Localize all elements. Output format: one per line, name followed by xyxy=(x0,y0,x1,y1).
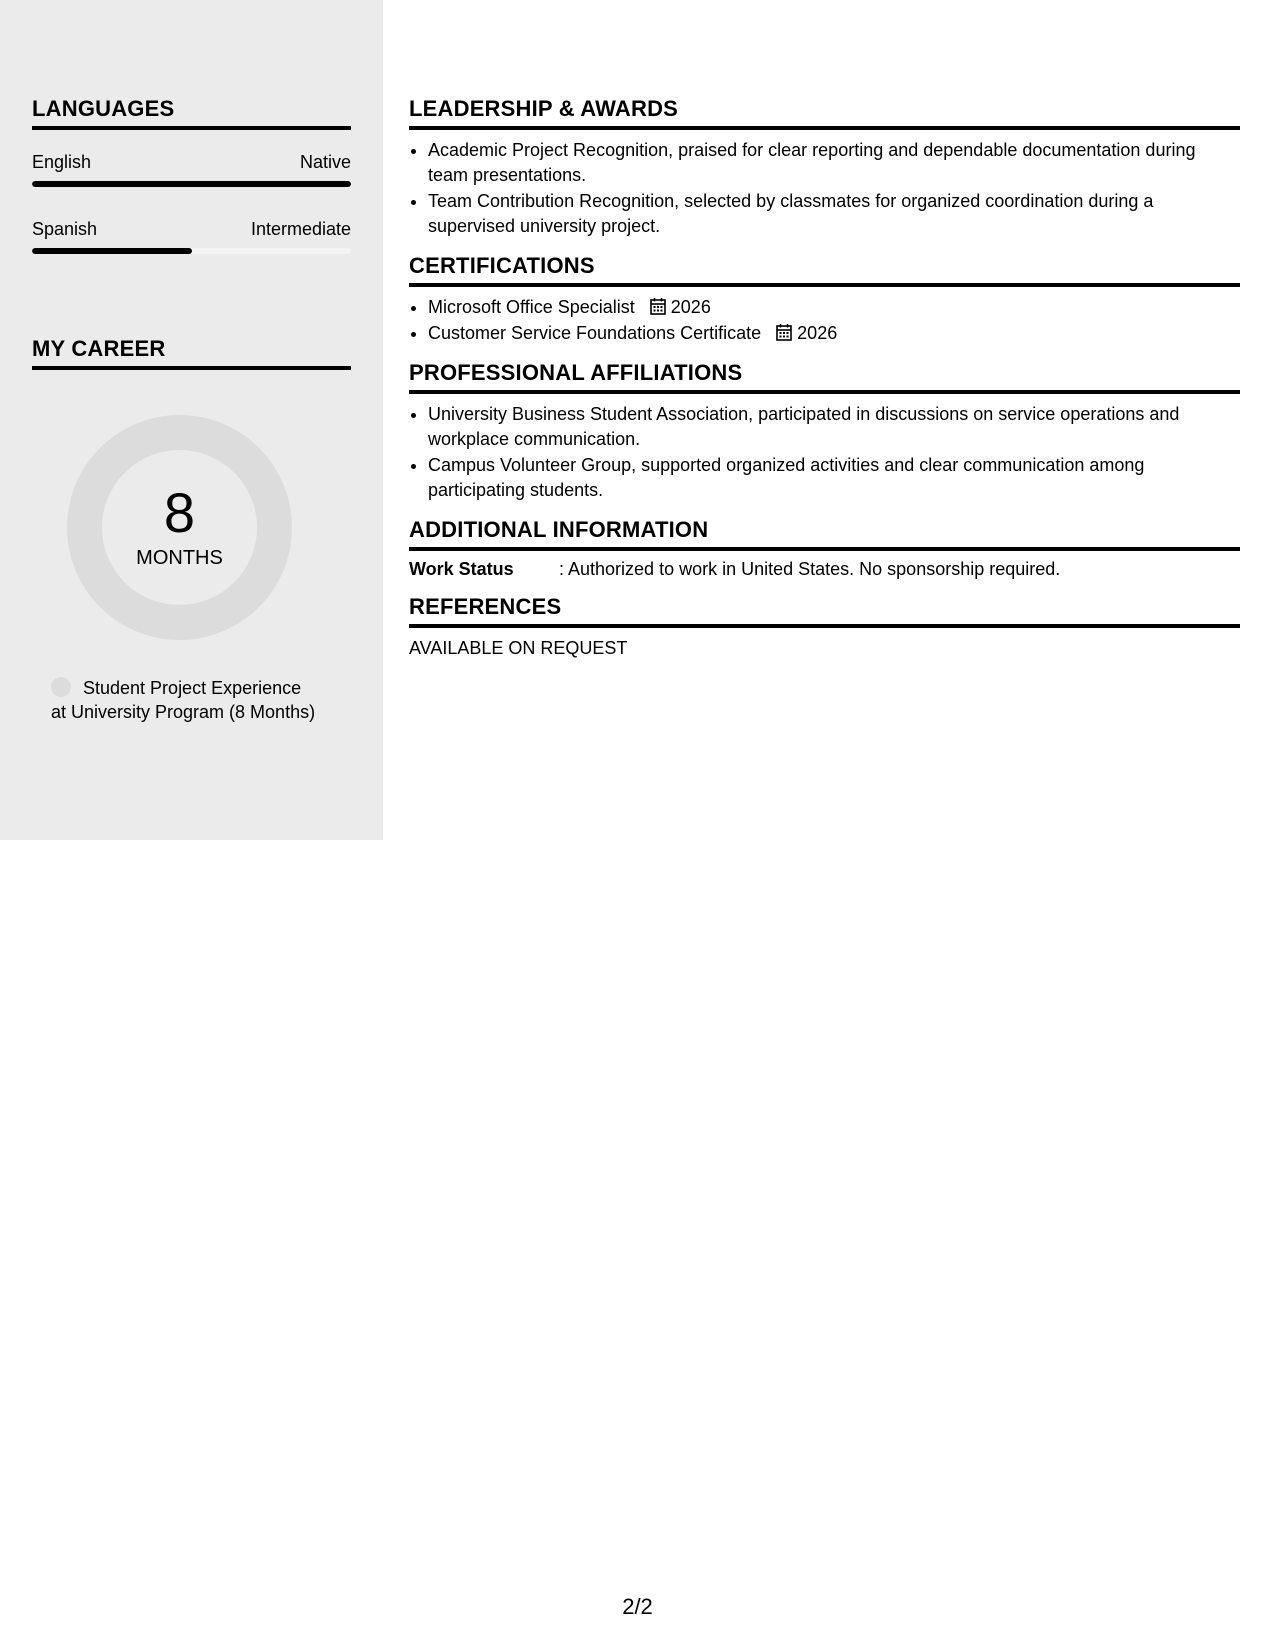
language-proficiency-bar xyxy=(32,248,351,254)
career-entry xyxy=(51,676,321,724)
career-legend-dot xyxy=(51,677,71,697)
language-level: Native xyxy=(299,152,351,172)
affiliations-heading: PROFESSIONAL AFFILIATIONS xyxy=(409,360,1240,394)
leadership-list xyxy=(409,138,1240,239)
affiliations-section xyxy=(409,360,1240,503)
career-donut-chart xyxy=(67,415,292,640)
leadership-section xyxy=(409,96,1240,239)
languages-section xyxy=(32,96,351,254)
calendar-icon xyxy=(650,297,666,315)
work-status-row xyxy=(409,559,1240,580)
certification-date xyxy=(650,297,711,317)
certifications-list xyxy=(409,295,1240,346)
list-item: • Academic Project Recognition, praised for clear reporting and dependable documentation during team presentations. xyxy=(428,138,1240,188)
career-section xyxy=(32,336,351,370)
additional-info-heading: ADDITIONAL INFORMATION xyxy=(409,517,1240,551)
certification-date xyxy=(776,323,837,343)
language-level: Intermediate xyxy=(250,219,351,239)
certification-name: Microsoft Office Specialist xyxy=(428,297,635,317)
language-row-spanish xyxy=(32,219,351,240)
references-text: AVAILABLE ON REQUEST xyxy=(409,638,628,658)
language-row-english xyxy=(32,152,351,173)
language-proficiency-fill xyxy=(32,248,192,254)
work-status-value: : Authorized to work in United States. No sponsorship required. xyxy=(559,559,1061,579)
career-total-unit: MONTHS xyxy=(136,547,223,569)
work-status-label: Work Status xyxy=(409,559,514,579)
language-proficiency-bar xyxy=(32,181,351,187)
references-section xyxy=(409,594,1240,659)
list-item xyxy=(428,295,1240,320)
certification-year: 2026 xyxy=(670,297,711,317)
language-proficiency-fill xyxy=(32,181,351,187)
affiliations-list xyxy=(409,402,1240,503)
references-heading: REFERENCES xyxy=(409,594,1240,628)
list-item: • Campus Volunteer Group, supported organized activities and clear communication among participating students. xyxy=(428,453,1240,503)
certification-year: 2026 xyxy=(797,323,838,343)
sidebar xyxy=(0,0,383,840)
career-total-value: 8 xyxy=(163,481,196,544)
list-item: • Team Contribution Recognition, selected by classmates for organized coordination during a supervised university project. xyxy=(428,189,1240,239)
list-item xyxy=(428,321,1240,346)
career-entry-text: Student Project Experience at University Program (8 Months) xyxy=(51,678,316,722)
language-name: Spanish xyxy=(32,219,98,239)
career-heading: MY CAREER xyxy=(32,336,351,370)
certification-name: Customer Service Foundations Certificate xyxy=(428,323,762,343)
page-number: 2/2 xyxy=(622,1594,653,1619)
languages-heading: LANGUAGES xyxy=(32,96,351,130)
language-name: English xyxy=(32,152,92,172)
calendar-icon xyxy=(776,323,792,341)
main-content xyxy=(409,96,1240,659)
additional-info-section xyxy=(409,517,1240,580)
certifications-section xyxy=(409,253,1240,346)
list-item: • University Business Student Association, participated in discussions on service operations and workplace communication. xyxy=(428,402,1240,452)
certifications-heading: CERTIFICATIONS xyxy=(409,253,1240,287)
leadership-heading: LEADERSHIP & AWARDS xyxy=(409,96,1240,130)
